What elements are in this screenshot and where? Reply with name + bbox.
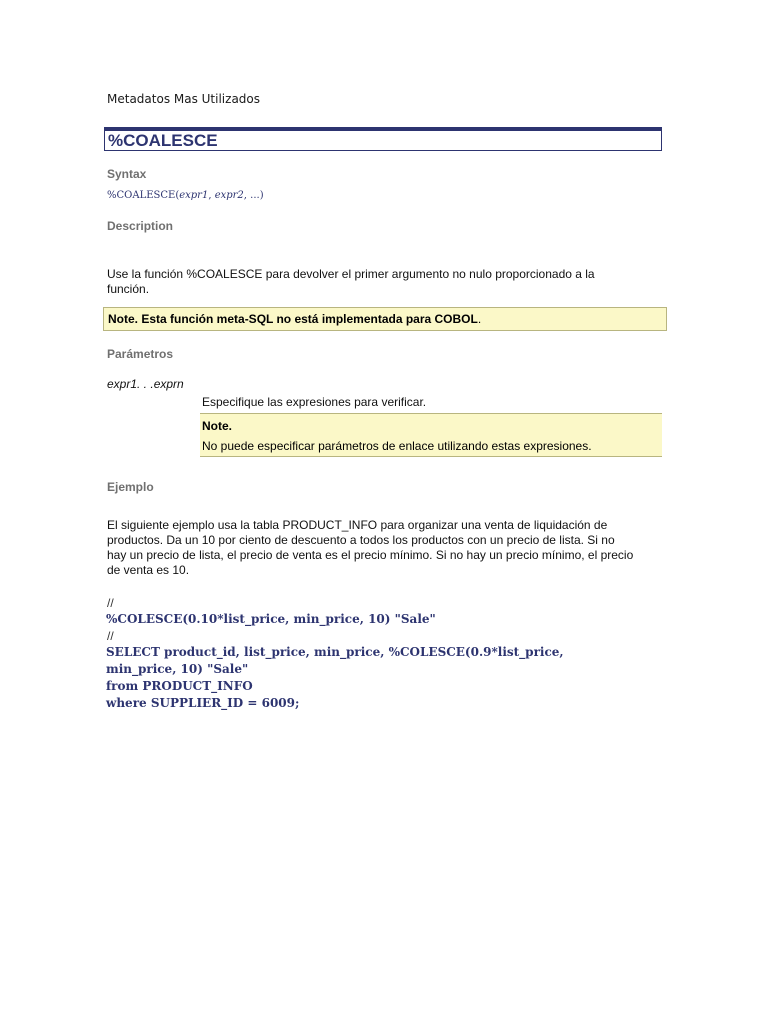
code-comment-1: // <box>107 596 114 610</box>
code-line-3: from PRODUCT_INFO <box>106 679 253 693</box>
code-comment-2: // <box>107 629 114 643</box>
parameters-label: Parámetros <box>107 347 174 361</box>
parameter-term: expr1. . .exprn <box>107 377 184 391</box>
parameter-definition: Especifique las expresiones para verificar. <box>202 395 427 409</box>
code-line-colesce: %COLESCE(0.10*list_price, min_price, 10) "Sale" <box>106 612 436 626</box>
parameter-note-box <box>200 413 662 457</box>
note-text: Note. Esta función meta-SQL no está implementada para COBOL <box>108 312 478 326</box>
note-box <box>103 307 667 331</box>
code-line-4: where SUPPLIER_ID = 6009; <box>106 696 300 710</box>
example-line-4: de venta es 10. <box>107 563 190 577</box>
example-line-2: productos. Da un 10 por ciento de descuento a todos los productos con un precio de lista. Si no <box>107 533 615 547</box>
code-line-1: SELECT product_id, list_price, min_price, %COLESCE(0.9*list_price, <box>106 645 564 659</box>
parameter-note-text: No puede especificar parámetros de enlace utilizando estas expresiones. <box>202 439 592 453</box>
parameter-note-title: Note. <box>202 419 232 433</box>
syntax-prefix: %COALESCE( <box>107 190 180 201</box>
example-label: Ejemplo <box>107 480 154 494</box>
syntax-label: Syntax <box>107 167 147 181</box>
syntax-rest: , ...) <box>243 190 264 201</box>
syntax-arg2: expr2 <box>214 190 244 201</box>
description-label: Description <box>107 219 174 233</box>
note-suffix: . <box>477 312 482 326</box>
page-header-title: Metadatos Mas Utilizados <box>107 92 261 106</box>
example-line-3: hay un precio de lista, el precio de venta es el precio mínimo. Si no hay un precio mínimo, el precio <box>107 548 634 562</box>
note-content <box>108 312 481 326</box>
syntax-sep1: , <box>208 190 215 201</box>
code-line-2: min_price, 10) "Sale" <box>106 662 249 676</box>
page-title: %COALESCE <box>108 131 218 150</box>
title-box <box>104 127 662 151</box>
description-line-1: Use la función %COALESCE para devolver el primer argumento no nulo proporcionado a la <box>107 267 595 281</box>
example-line-1: El siguiente ejemplo usa la tabla PRODUCT_INFO para organizar una venta de liquidación de <box>107 518 608 532</box>
syntax-code <box>107 190 264 201</box>
description-line-2: función. <box>107 282 150 296</box>
syntax-arg1: expr1 <box>179 190 209 201</box>
